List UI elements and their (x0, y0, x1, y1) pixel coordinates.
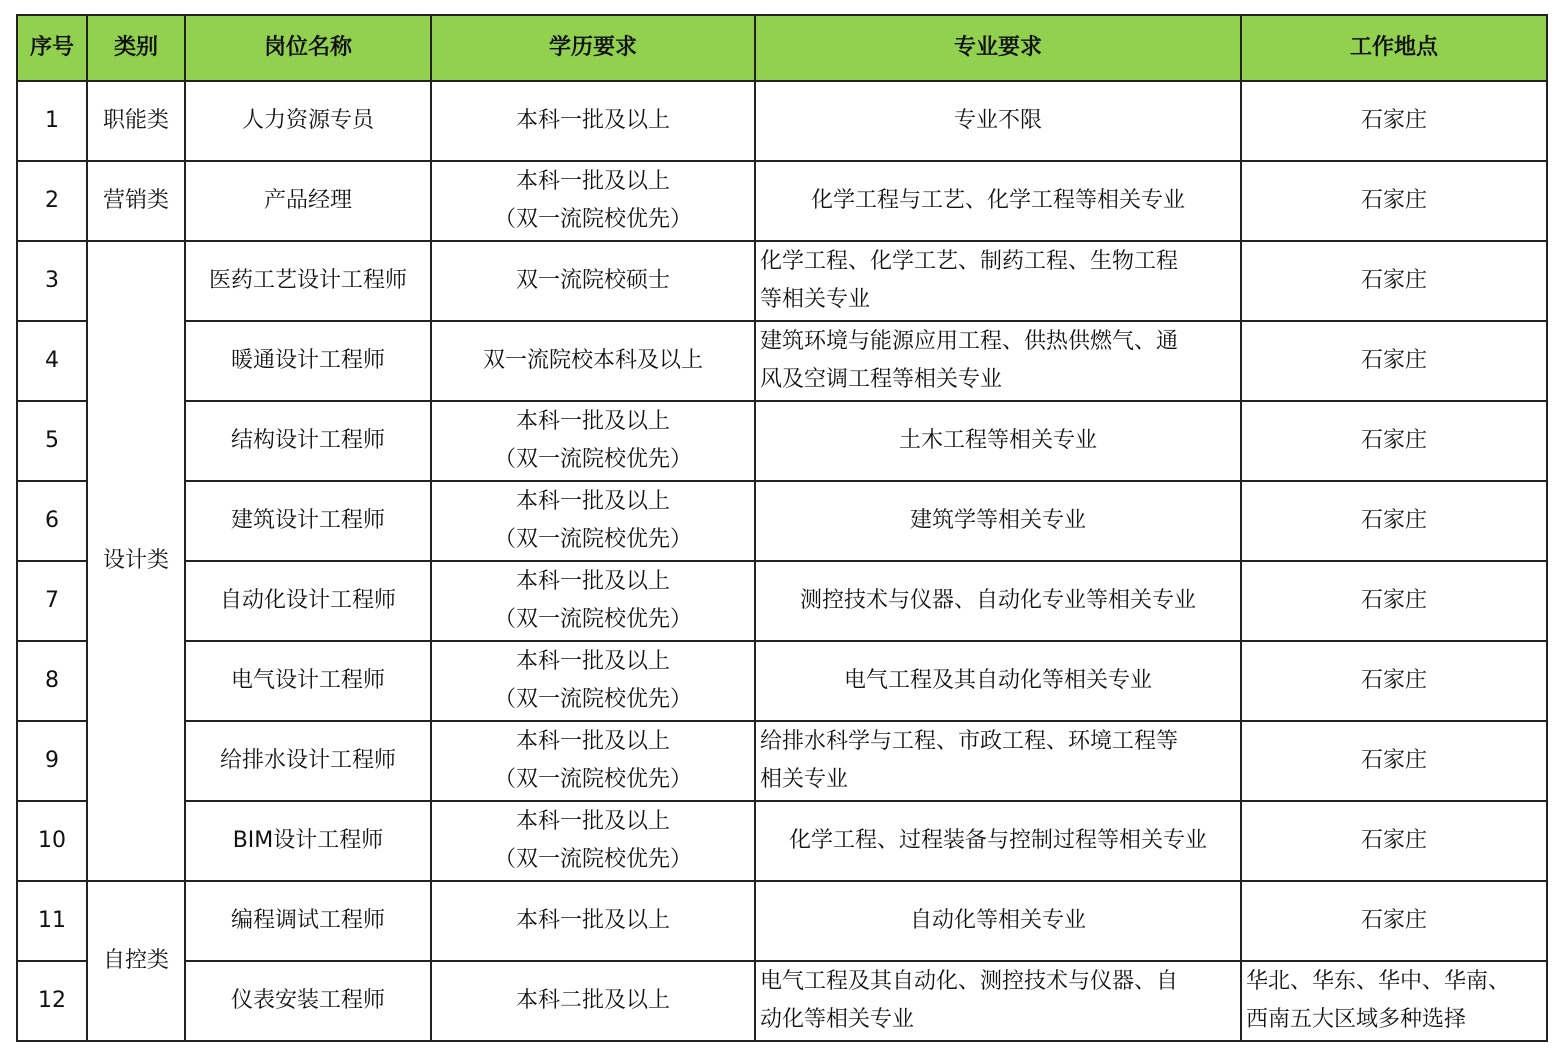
cell-no: 7 (17, 561, 87, 641)
cell-major (755, 161, 1241, 241)
cell-education (431, 241, 755, 321)
education-note: （双一流院校优先） (493, 447, 692, 472)
education-line: 本科一批及以上 (515, 489, 670, 514)
cell-education (431, 81, 755, 161)
cell-position: 给排水设计工程师 (185, 721, 431, 801)
major-line: 动化等相关专业 (760, 1007, 915, 1032)
major-line: 自动化等相关专业 (909, 908, 1086, 933)
table-row (17, 801, 1547, 881)
table-row (17, 961, 1547, 1041)
major-line: 土木工程等相关专业 (898, 428, 1097, 453)
cell-education (431, 481, 755, 561)
cell-location (1241, 81, 1547, 161)
location-line: 石家庄 (1360, 108, 1427, 133)
education-line: 本科二批及以上 (515, 988, 670, 1013)
education-note: （双一流院校优先） (493, 847, 692, 872)
cell-no: 1 (17, 81, 87, 161)
major-line: 化学工程、化学工艺、制药工程、生物工程 (760, 249, 1179, 274)
cell-position: 暖通设计工程师 (185, 321, 431, 401)
cell-position: 产品经理 (185, 161, 431, 241)
cell-major (755, 961, 1241, 1041)
cell-position: 电气设计工程师 (185, 641, 431, 721)
cell-education (431, 161, 755, 241)
cell-category: 营销类 (87, 161, 185, 241)
cell-position: 编程调试工程师 (185, 881, 431, 961)
cell-location (1241, 241, 1547, 321)
education-line: 双一流院校硕士 (515, 268, 670, 293)
location-line: 石家庄 (1360, 828, 1427, 853)
cell-education (431, 401, 755, 481)
education-line: 本科一批及以上 (515, 108, 670, 133)
table-row (17, 641, 1547, 721)
cell-category: 职能类 (87, 81, 185, 161)
education-note: （双一流院校优先） (493, 207, 692, 232)
cell-major (755, 401, 1241, 481)
cell-location (1241, 481, 1547, 561)
table-row (17, 721, 1547, 801)
cell-no: 5 (17, 401, 87, 481)
table-row (17, 161, 1547, 241)
cell-education (431, 881, 755, 961)
education-line: 本科一批及以上 (515, 409, 670, 434)
table-row (17, 241, 1547, 321)
location-line: 石家庄 (1360, 908, 1427, 933)
location-line: 石家庄 (1360, 588, 1427, 613)
cell-education (431, 561, 755, 641)
header-category: 类别 (87, 15, 185, 81)
major-line: 给排水科学与工程、市政工程、环境工程等 (760, 729, 1179, 754)
cell-no: 6 (17, 481, 87, 561)
education-line: 本科一批及以上 (515, 908, 670, 933)
location-line: 西南五大区域多种选择 (1246, 1007, 1467, 1032)
location-line: 石家庄 (1360, 348, 1427, 373)
major-line: 等相关专业 (760, 287, 871, 312)
table-row (17, 481, 1547, 561)
cell-position: 结构设计工程师 (185, 401, 431, 481)
cell-major (755, 641, 1241, 721)
cell-major (755, 321, 1241, 401)
cell-major (755, 561, 1241, 641)
cell-location (1241, 561, 1547, 641)
education-line: 本科一批及以上 (515, 649, 670, 674)
cell-no: 10 (17, 801, 87, 881)
header-major: 专业要求 (755, 15, 1241, 81)
education-line: 本科一批及以上 (515, 809, 670, 834)
cell-education (431, 801, 755, 881)
header-no: 序号 (17, 15, 87, 81)
location-line: 石家庄 (1360, 668, 1427, 693)
header-row (17, 15, 1547, 81)
cell-location (1241, 721, 1547, 801)
cell-position: 人力资源专员 (185, 81, 431, 161)
education-line: 双一流院校本科及以上 (482, 348, 703, 373)
header-position: 岗位名称 (185, 15, 431, 81)
education-line: 本科一批及以上 (515, 169, 670, 194)
cell-position: 仪表安装工程师 (185, 961, 431, 1041)
major-line: 相关专业 (760, 767, 849, 792)
education-line: 本科一批及以上 (515, 569, 670, 594)
cell-location (1241, 401, 1547, 481)
cell-position: 自动化设计工程师 (185, 561, 431, 641)
education-note: （双一流院校优先） (493, 527, 692, 552)
location-line: 华北、华东、华中、华南、 (1246, 969, 1511, 994)
cell-education (431, 961, 755, 1041)
header-education: 学历要求 (431, 15, 755, 81)
table-body (17, 81, 1547, 1041)
cell-category: 设计类 (87, 241, 185, 881)
cell-no: 12 (17, 961, 87, 1041)
major-line: 化学工程与工艺、化学工程等相关专业 (810, 188, 1185, 213)
cell-major (755, 881, 1241, 961)
cell-major (755, 481, 1241, 561)
major-line: 测控技术与仪器、自动化专业等相关专业 (799, 588, 1196, 613)
cell-position: BIM设计工程师 (185, 801, 431, 881)
major-line: 建筑学等相关专业 (909, 508, 1086, 533)
cell-location (1241, 321, 1547, 401)
cell-education (431, 321, 755, 401)
cell-no: 2 (17, 161, 87, 241)
cell-location (1241, 641, 1547, 721)
education-note: （双一流院校优先） (493, 687, 692, 712)
table-row (17, 321, 1547, 401)
table-header (17, 15, 1547, 81)
cell-major (755, 81, 1241, 161)
major-line: 建筑环境与能源应用工程、供热供燃气、通 (760, 329, 1179, 354)
cell-position: 建筑设计工程师 (185, 481, 431, 561)
cell-major (755, 801, 1241, 881)
location-line: 石家庄 (1360, 748, 1427, 773)
cell-location (1241, 961, 1547, 1041)
table-row (17, 401, 1547, 481)
table-row (17, 881, 1547, 961)
major-line: 风及空调工程等相关专业 (760, 367, 1003, 392)
location-line: 石家庄 (1360, 508, 1427, 533)
table-row (17, 81, 1547, 161)
cell-education (431, 641, 755, 721)
major-line: 化学工程、过程装备与控制过程等相关专业 (788, 828, 1207, 853)
recruitment-table (16, 14, 1548, 1042)
major-line: 电气工程及其自动化等相关专业 (843, 668, 1152, 693)
education-note: （双一流院校优先） (493, 767, 692, 792)
cell-category: 自控类 (87, 881, 185, 1041)
cell-location (1241, 881, 1547, 961)
cell-no: 11 (17, 881, 87, 961)
major-line: 电气工程及其自动化、测控技术与仪器、自 (760, 969, 1179, 994)
cell-position: 医药工艺设计工程师 (185, 241, 431, 321)
cell-education (431, 721, 755, 801)
cell-no: 3 (17, 241, 87, 321)
table-row (17, 561, 1547, 641)
education-line: 本科一批及以上 (515, 729, 670, 754)
cell-location (1241, 161, 1547, 241)
major-line: 专业不限 (953, 108, 1042, 133)
cell-major (755, 721, 1241, 801)
cell-no: 9 (17, 721, 87, 801)
header-location: 工作地点 (1241, 15, 1547, 81)
education-note: （双一流院校优先） (493, 607, 692, 632)
location-line: 石家庄 (1360, 428, 1427, 453)
location-line: 石家庄 (1360, 188, 1427, 213)
cell-no: 4 (17, 321, 87, 401)
cell-no: 8 (17, 641, 87, 721)
location-line: 石家庄 (1360, 268, 1427, 293)
cell-major (755, 241, 1241, 321)
cell-location (1241, 801, 1547, 881)
